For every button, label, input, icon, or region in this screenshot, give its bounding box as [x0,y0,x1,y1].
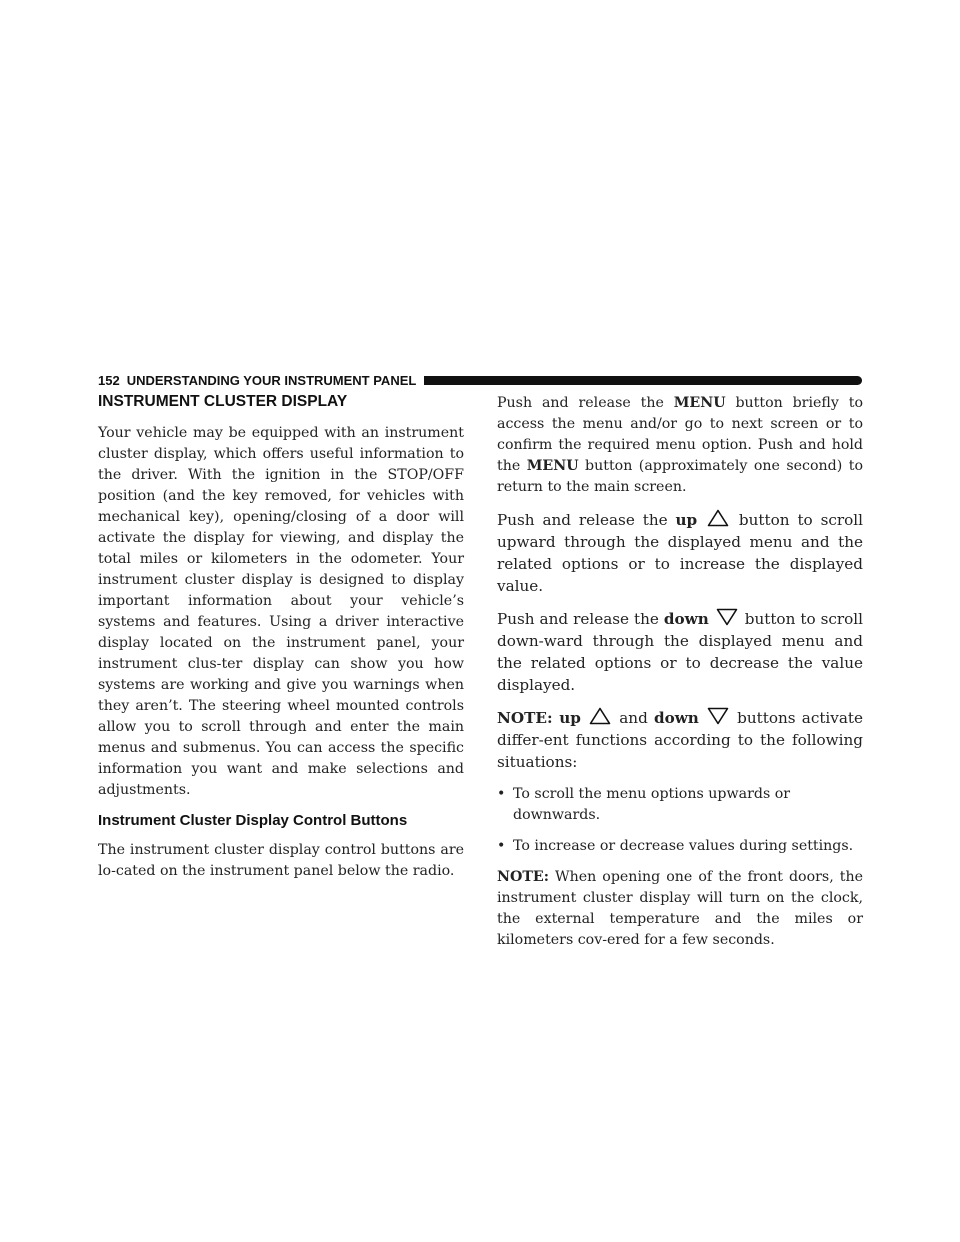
note-buttons-paragraph [497,707,863,773]
list-item [497,836,863,857]
situations-list [497,784,863,857]
list-item-text: To scroll the menu options upwards or downwards. [513,786,791,823]
text-run: button (approximately one second) to return to the main screen. [497,458,863,495]
left-column [98,393,464,893]
text-run: button briefly to access the menu and/or go to next screen or to confirm the required menu option. Push and hold the [497,395,863,474]
text-run: Push and release the [497,610,664,628]
page-header [98,372,862,388]
text-run: Push and release the [497,511,676,529]
down-button-paragraph [497,608,863,696]
up-label: up [675,511,698,529]
section-heading: INSTRUMENT CLUSTER DISPLAY [98,393,348,410]
page-number: 152 [98,372,120,388]
list-item [497,784,863,826]
text-run: button to scroll down-ward through the displayed menu and the related options or to decrease the value displayed. [497,610,863,694]
text-run: Push and release the [497,395,674,411]
bullet-icon: • [497,838,506,854]
text-run: and [613,709,654,727]
menu-label: MENU [673,395,726,411]
header-bar [424,376,862,385]
menu-label: MENU [526,458,579,474]
intro-paragraph: Your vehicle may be equipped with an instrument cluster display, which offers useful information to the driver. With the ignition in the STOP/OFF position (and the key removed, for vehicles with mechanical key), opening/closing of a door will activate the display for viewing, and display the total miles or kilometers in the odometer. Your instrument cluster display is designed to display important information about your vehicle’s systems and features. Using a driver interactive display located on the instrument panel, your instrument clus-ter display can show you how systems are working and give you warnings when they aren’t. The steering wheel mounted controls allow you to scroll through and enter the main menus and submenus. You can access the specific information you want and make selections and adjustments. [98,425,464,798]
text-run: button to scroll upward through the displayed menu and the related options or to increase the displayed value. [497,511,863,595]
right-column [497,393,863,962]
up-button-paragraph [497,509,863,597]
down-label: down [663,610,709,628]
menu-button-paragraph [497,393,863,498]
note-doors-paragraph [497,867,863,951]
up-arrow-icon [589,707,611,725]
buttons-location-paragraph: The instrument cluster display control buttons are lo-cated on the instrument panel below the radio. [98,842,464,879]
text-run: buttons activate differ-ent functions according to the following situations: [497,709,864,771]
down-label: down [653,709,699,727]
up-arrow-icon [707,509,729,527]
subsection-heading: Instrument Cluster Display Control Buttons [98,812,408,829]
down-arrow-icon [716,608,738,626]
note-label: NOTE: up [497,709,581,727]
list-item-text: To increase or decrease values during settings. [513,838,854,854]
down-arrow-icon [707,707,729,725]
note-label: NOTE: [497,869,549,885]
bullet-icon: • [497,786,506,802]
section-title: UNDERSTANDING YOUR INSTRUMENT PANEL [126,372,417,388]
text-run: When opening one of the front doors, the instrument cluster display will turn on the clock, the external temperature and the miles or kilometers cov-ered for a few seconds. [497,869,863,948]
